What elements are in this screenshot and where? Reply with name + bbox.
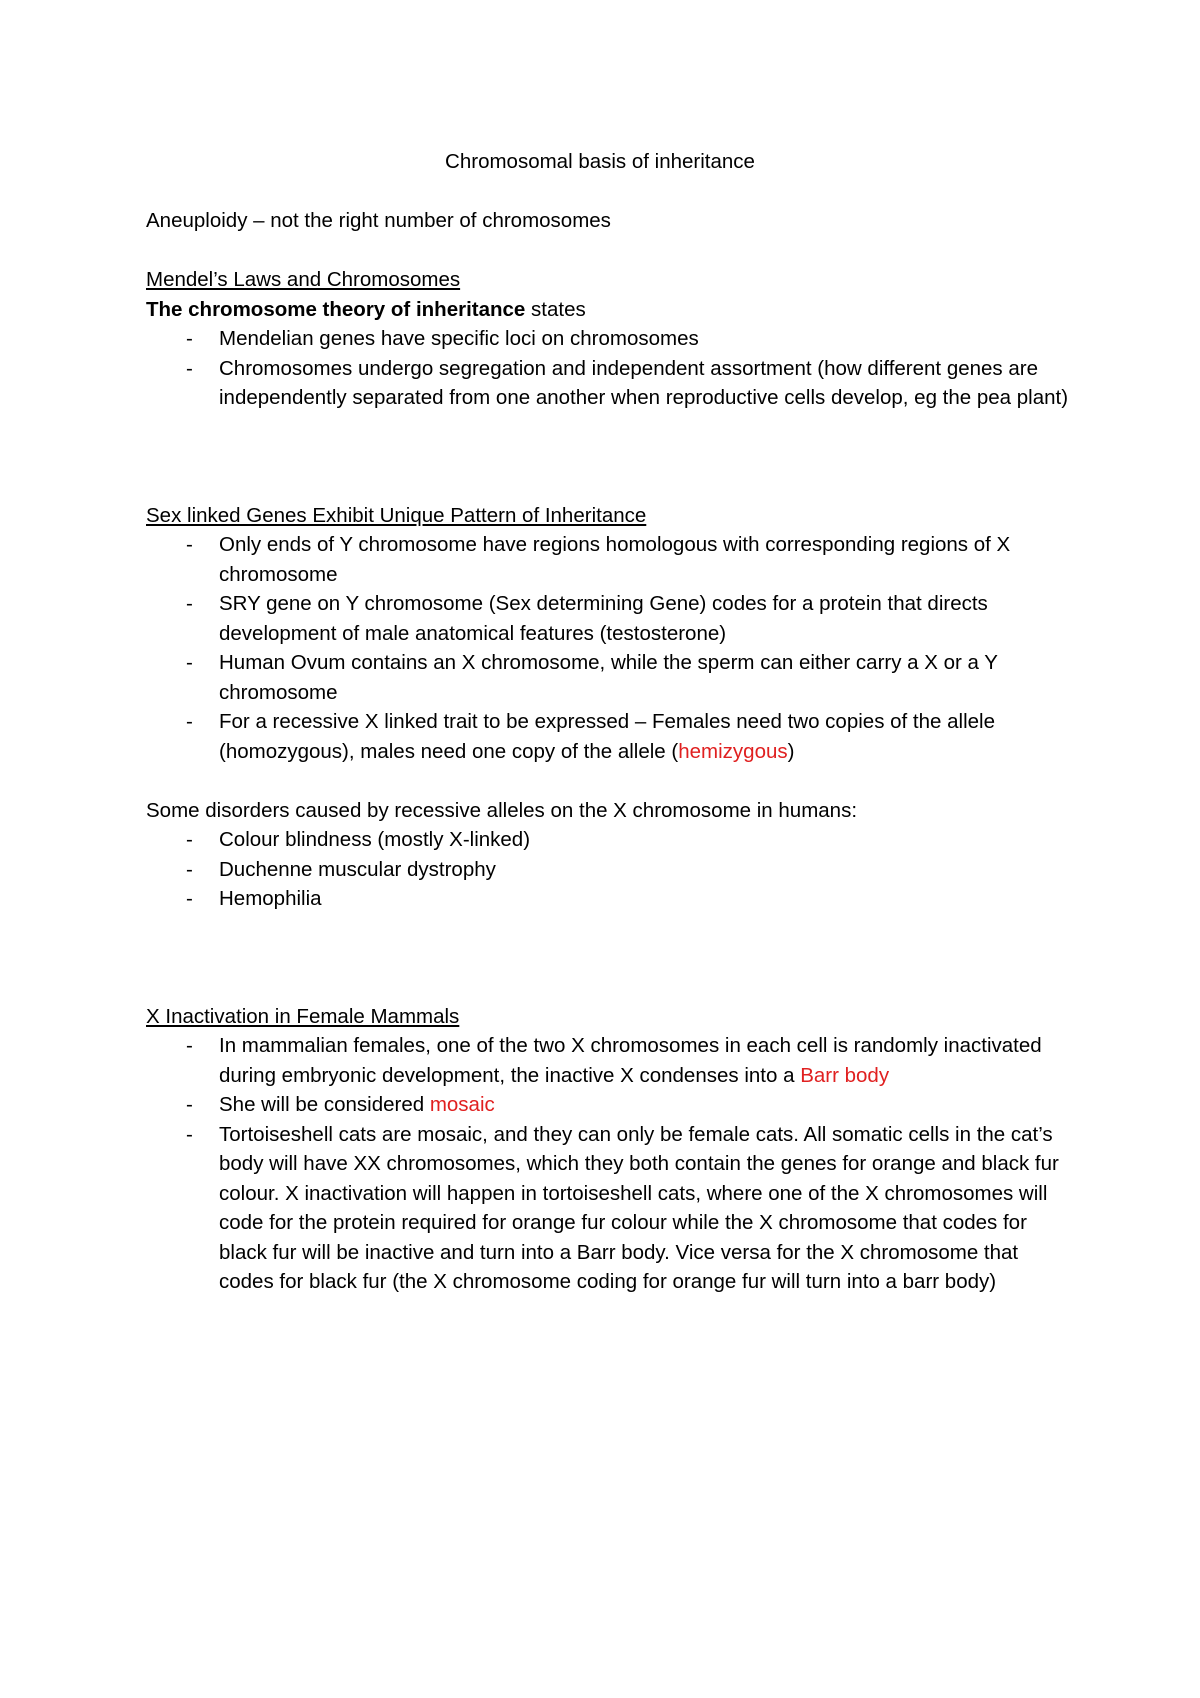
highlight-term: mosaic	[429, 1093, 495, 1116]
page-title: Chromosomal basis of inheritance	[445, 150, 755, 173]
list-item: - Human Ovum contains an X chromosome, while the sperm can either carry a X or a Y chromosome	[146, 648, 1072, 707]
list-item: - Mendelian genes have specific loci on chromosomes	[146, 324, 1072, 354]
list-item: - Colour blindness (mostly X-linked)	[146, 825, 1072, 855]
highlight-term: hemizygous	[678, 739, 788, 763]
section-sex-linked-genes	[146, 501, 1072, 767]
item-text: She will be considered	[219, 1093, 430, 1116]
section-heading: Sex linked Genes Exhibit Unique Pattern of Inheritance	[146, 503, 647, 527]
bullet-list	[146, 530, 1072, 766]
disorders-intro: Some disorders caused by recessive alleles on the X chromosome in humans:	[146, 798, 858, 822]
list-item	[146, 707, 1072, 766]
highlight-term: Barr body	[800, 1063, 890, 1087]
section-intro	[146, 295, 1072, 325]
list-item: - Chromosomes undergo segregation and independent assortment (how different genes are independently separated from one another when reproductive cells develop, eg the pea plant)	[146, 354, 1072, 413]
intro-bold-term: The chromosome theory of inheritance	[146, 297, 526, 321]
list-item: - Tortoiseshell cats are mosaic, and they can only be female cats. All somatic cells in the cat’s body will have XX chromosomes, which they both contain the genes for orange and black fur colour. X inactivation will happen in tortoiseshell cats, where one of the X chromosomes will code for the protein required for orange fur colour while the X chromosome that codes for black fur will be inactive and turn into a Barr body. Vice versa for the X chromosome that codes for black fur (the X chromosome coding for orange fur will turn into a barr body)	[146, 1120, 1072, 1297]
list-item: - Duchenne muscular dystrophy	[146, 855, 1072, 885]
list-item	[146, 1031, 1072, 1090]
intro-rest: states	[525, 297, 586, 321]
section-x-inactivation	[146, 1002, 1072, 1297]
bullet-list	[146, 324, 1072, 413]
list-item: - SRY gene on Y chromosome (Sex determining Gene) codes for a protein that directs development of male anatomical features (testosterone)	[146, 589, 1072, 648]
list-item: - Only ends of Y chromosome have regions homologous with corresponding regions of X chromosome	[146, 530, 1072, 589]
list-item: - Hemophilia	[146, 884, 1072, 914]
section-heading: X Inactivation in Female Mammals	[146, 1004, 460, 1028]
section-x-linked-disorders	[146, 796, 1072, 914]
aneuploidy-definition: Aneuploidy – not the right number of chromosomes	[146, 209, 611, 232]
bullet-list	[146, 825, 1072, 914]
section-heading: Mendel’s Laws and Chromosomes	[146, 268, 461, 291]
list-item	[146, 1090, 1072, 1120]
item-text: In mammalian females, one of the two X chromosomes in each cell is randomly inactivated during embryonic development, the inactive X condenses into a	[219, 1034, 1042, 1087]
item-text: For a recessive X linked trait to be expressed – Females need two copies of the allele (homozygous), males need one copy of the allele (	[219, 710, 995, 763]
bullet-list	[146, 1031, 1072, 1297]
item-text: )	[787, 739, 795, 763]
section-mendels-laws	[146, 265, 1072, 413]
